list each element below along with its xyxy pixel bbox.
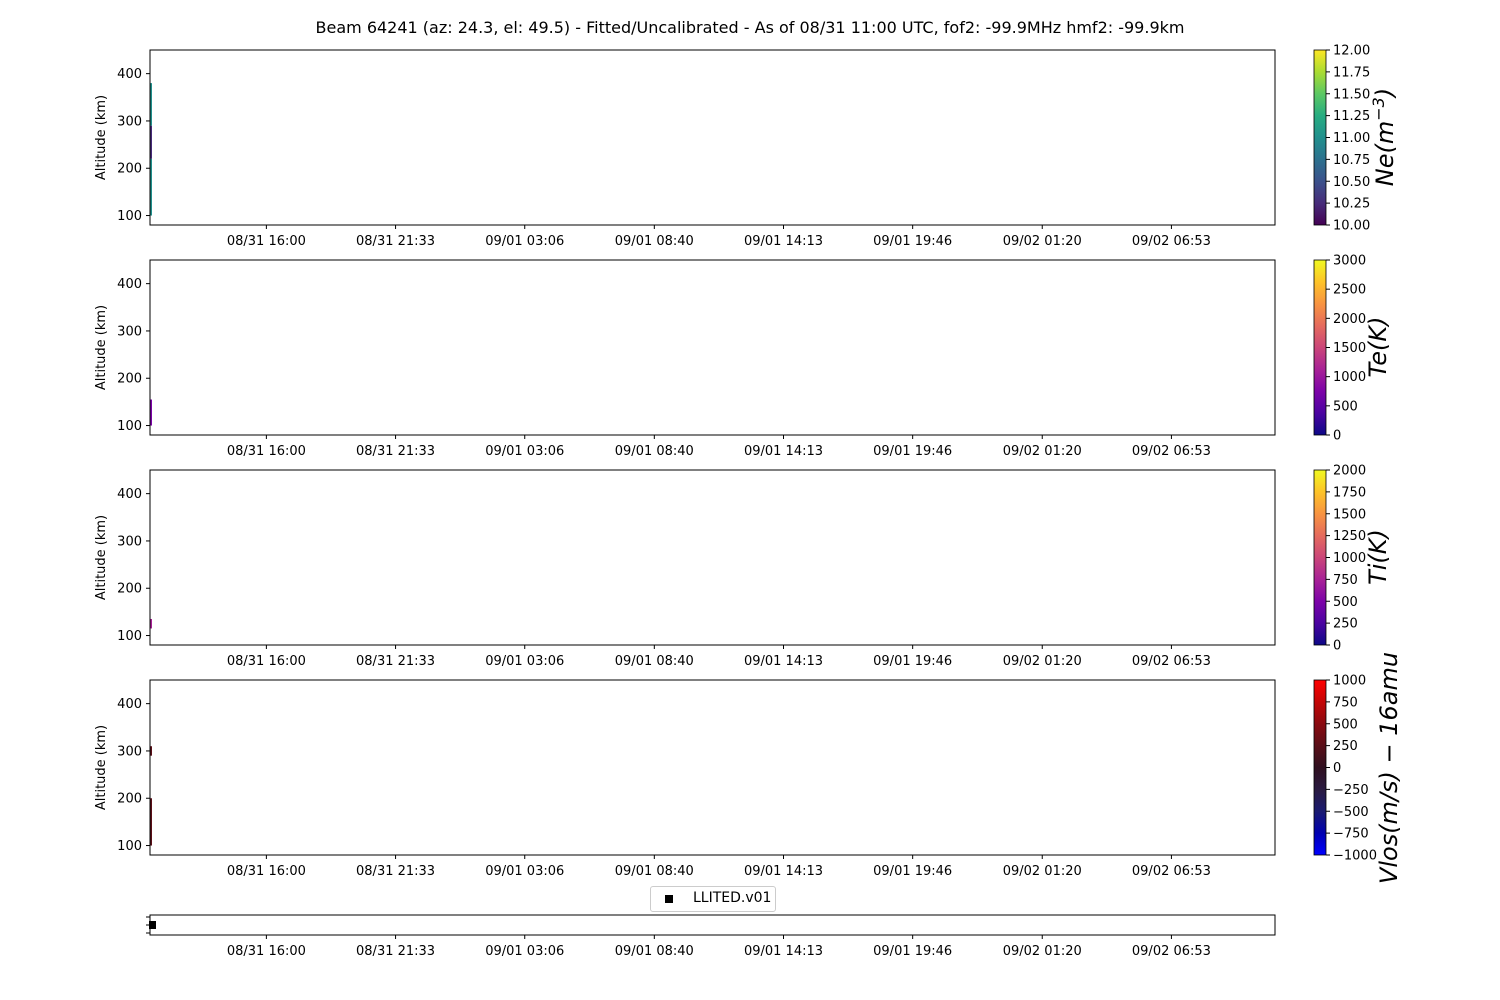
x-tick-label: 09/02 06:53 [1131,654,1211,669]
colorbar-tick-label: 10.50 [1333,174,1371,190]
colorbar [1314,260,1326,435]
x-tick-label: 08/31 21:33 [356,234,436,249]
legend [650,886,776,912]
x-tick-label: 08/31 21:33 [356,944,436,959]
x-tick-label: 09/01 14:13 [743,864,824,879]
x-tick-label: 08/31 16:00 [226,444,306,459]
x-tick-label: 09/02 01:20 [1002,654,1082,669]
x-tick-label: 09/01 08:40 [614,864,694,879]
colorbar-tick-label: 12.00 [1333,43,1371,59]
x-tick-label: 08/31 21:33 [356,654,436,669]
colorbar-tick-label: 500 [1333,717,1358,733]
colorbar-tick-label: 0 [1333,638,1342,654]
colorbar-tick-label: 1250 [1333,529,1367,545]
x-tick-label: 09/02 06:53 [1131,444,1211,459]
y-tick-label: 300 [117,114,142,130]
x-tick-label: 09/01 14:13 [743,654,824,669]
x-tick-label: 08/31 16:00 [226,234,306,249]
x-tick-label: 09/01 14:13 [743,444,824,459]
colorbar-label: Vlos(m/s) − 16amu [1375,651,1403,885]
colorbar-tick-label: 750 [1333,695,1358,711]
x-tick-label: 09/02 01:20 [1002,864,1082,879]
y-tick-label: 400 [117,67,142,83]
colorbar-tick-label: 0 [1333,761,1342,776]
strip-frame [150,915,1275,935]
x-tick-label: 09/02 06:53 [1131,944,1211,959]
legend-marker-square [665,895,673,903]
colorbar-tick-label: 11.25 [1333,109,1371,125]
x-tick-label: 09/01 03:06 [485,944,565,959]
x-tick-label: 09/02 01:20 [1002,444,1082,459]
x-tick-label: 09/01 19:46 [873,654,953,669]
colorbar-tick-label: 0 [1333,428,1342,444]
scatter-point [149,921,156,929]
colorbar [1314,470,1326,645]
colorbar-tick-label: 10.75 [1333,152,1371,168]
colorbar-tick-label: 1000 [1333,370,1367,386]
colorbar-tick-label: 1500 [1333,341,1367,356]
y-axis-label: Altitude (km) [94,304,109,391]
y-tick-label: 400 [117,697,142,713]
y-tick-label: 200 [117,161,142,177]
y-axis-label: Altitude (km) [94,724,109,811]
y-tick-label: 100 [117,419,142,435]
x-tick-label: 09/01 19:46 [873,864,953,879]
colorbar-tick-label: −750 [1333,826,1369,842]
x-tick-label: 08/31 16:00 [226,864,306,879]
x-tick-label: 09/01 14:13 [743,234,824,249]
colorbar-tick-label: 2000 [1333,463,1367,479]
plot-frame [150,260,1275,435]
colorbar-tick-label: 2500 [1333,282,1367,298]
colorbar [1314,50,1326,225]
colorbar-tick-label: 10.00 [1333,218,1371,234]
x-tick-label: 09/01 03:06 [485,234,565,249]
y-tick-label: 300 [117,534,142,550]
y-axis-label: Altitude (km) [94,514,109,601]
colorbar [1314,680,1326,855]
x-tick-label: 09/01 08:40 [614,654,694,669]
x-tick-label: 09/01 08:40 [614,944,694,959]
colorbar-tick-label: 1500 [1333,507,1367,523]
colorbar-tick-label: 10.25 [1333,196,1371,212]
colorbar-tick-label: 11.50 [1333,87,1371,103]
colorbar-tick-label: 1000 [1333,673,1367,689]
y-tick-label: 100 [117,629,142,645]
colorbar-tick-label: 250 [1333,616,1358,632]
x-tick-label: 08/31 16:00 [226,654,306,669]
y-tick-label: 400 [117,487,142,503]
x-tick-label: 09/01 19:46 [873,444,953,459]
x-tick-label: 09/01 03:06 [485,444,565,459]
colorbar-tick-label: 11.00 [1333,131,1371,146]
colorbar-tick-label: 2000 [1333,311,1367,327]
colorbar-label: Ti(K) [1364,529,1392,585]
x-tick-label: 08/31 21:33 [356,444,436,459]
x-tick-label: 08/31 21:33 [356,864,436,879]
colorbar-tick-label: 1000 [1333,551,1367,566]
x-tick-label: 09/01 19:46 [873,944,953,959]
x-tick-label: 08/31 16:00 [226,944,306,959]
colorbar-tick-label: −250 [1333,782,1369,798]
y-tick-label: 200 [117,371,142,387]
y-tick-label: 100 [117,209,142,225]
x-tick-label: 09/02 01:20 [1002,234,1082,249]
x-tick-label: 09/01 08:40 [614,234,694,249]
colorbar-tick-label: 250 [1333,739,1358,755]
plot-frame [150,680,1275,855]
legend-label: LLITED.v01 [693,890,772,906]
y-tick-label: 300 [117,324,142,340]
plot-frame [150,470,1275,645]
x-tick-label: 09/01 03:06 [485,654,565,669]
colorbar-tick-label: 750 [1333,572,1358,588]
colorbar-tick-label: 3000 [1333,253,1367,269]
x-tick-label: 09/01 14:13 [743,944,824,959]
colorbar-tick-label: 11.75 [1333,65,1371,81]
y-axis-label: Altitude (km) [94,94,109,181]
y-tick-label: 100 [117,839,142,855]
colorbar-label: $Ne(m^{-3})$ [1369,87,1399,187]
y-tick-label: 200 [117,791,142,807]
y-tick-label: 400 [117,277,142,293]
x-tick-label: 09/01 08:40 [614,444,694,459]
colorbar-tick-label: −500 [1333,804,1369,820]
x-tick-label: 09/01 19:46 [873,234,953,249]
colorbar-tick-label: −1000 [1333,848,1377,864]
colorbar-tick-label: 500 [1333,399,1358,415]
colorbar-tick-label: 1750 [1333,485,1367,501]
y-tick-label: 300 [117,744,142,760]
x-tick-label: 09/02 06:53 [1131,864,1211,879]
x-tick-label: 09/02 01:20 [1002,944,1082,959]
plot-frame [150,50,1275,225]
colorbar-tick-label: 500 [1333,594,1358,610]
y-tick-label: 200 [117,581,142,597]
x-tick-label: 09/01 03:06 [485,864,565,879]
figure-title: Beam 64241 (az: 24.3, el: 49.5) - Fitted/Uncalibrated - As of 08/31 11:00 UTC, fof2: -99.9MHz hmf2: -99.9km [315,18,1185,37]
colorbar-label: Te(K) [1364,316,1392,378]
x-tick-label: 09/02 06:53 [1131,234,1211,249]
